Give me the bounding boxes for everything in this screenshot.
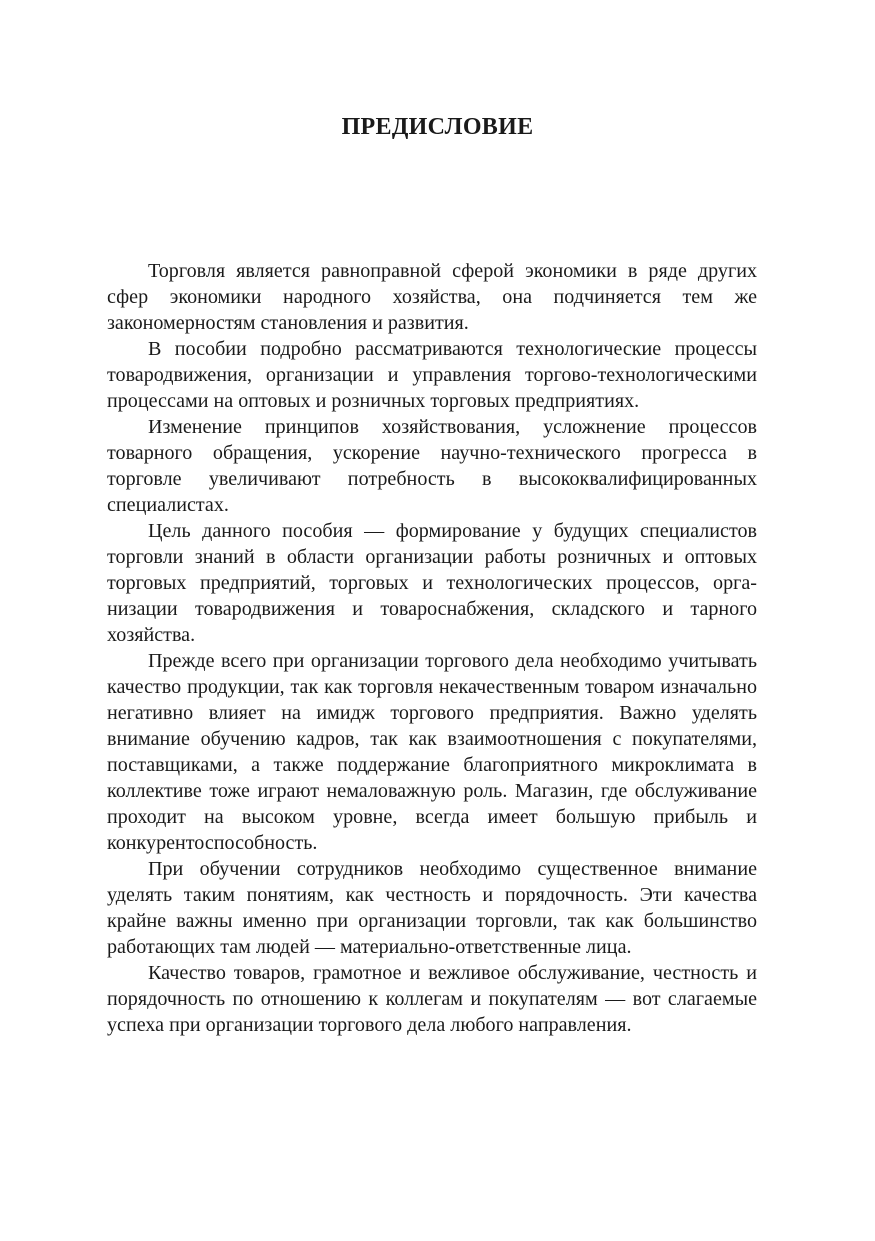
preface-body <box>107 258 757 1038</box>
paragraph-3: Изменение принципов хозяйствования, усложнение процессов товарного обращения, ускорение научно-технического прогресса в торговле увеличивают потребность в высококвалифицированных специалистах. <box>107 416 757 516</box>
paragraph-7: Качество товаров, грамотное и вежливое обслуживание, честность и порядочность по отношению к коллегам и покупателям — вот слагаемые успеха при организации торгового дела любого направления. <box>107 962 757 1036</box>
paragraph-1: Торговля является равноправной сферой экономики в ряде других сфер экономики народного хозяйства, она подчиняется тем же закономерностям становления и развития. <box>107 260 757 334</box>
paragraph-2: В пособии подробно рассматриваются технологические процессы товародвижения, организации и управления торгово-технологическими процессами на оптовых и розничных торговых предприятиях. <box>107 338 757 412</box>
page-title: ПРЕДИСЛОВИЕ <box>341 114 534 140</box>
paragraph-6: При обучении сотрудников необходимо существенное внимание уделять таким понятиям, как честность и порядочность. Эти качества крайне важны именно при организации торговли, так как большинство работающих там людей — материально-ответственные лица. <box>107 858 757 958</box>
paragraph-4: Цель данного пособия — формирование у будущих специалистов торговли знаний в области организации работы розничных и оптовых торговых предприятий, торговых и технологических процессов, организации товародвижения и товароснабжения, складского и тарного хозяйства. <box>107 520 757 646</box>
paragraph-5: Прежде всего при организации торгового дела необходимо учитывать качество продукции, так как торговля некачественным товаром изначально негативно влияет на имидж торгового предприятия. Важно уделять внимание обучению кадров, так как взаимоотношения с покупателями, поставщиками, а также поддержание благоприятного микроклимата в коллективе тоже играют немаловажную роль. Магазин, где обслуживание проходит на высоком уровне, всегда имеет большую прибыль и конкурентоспособность. <box>107 650 757 854</box>
